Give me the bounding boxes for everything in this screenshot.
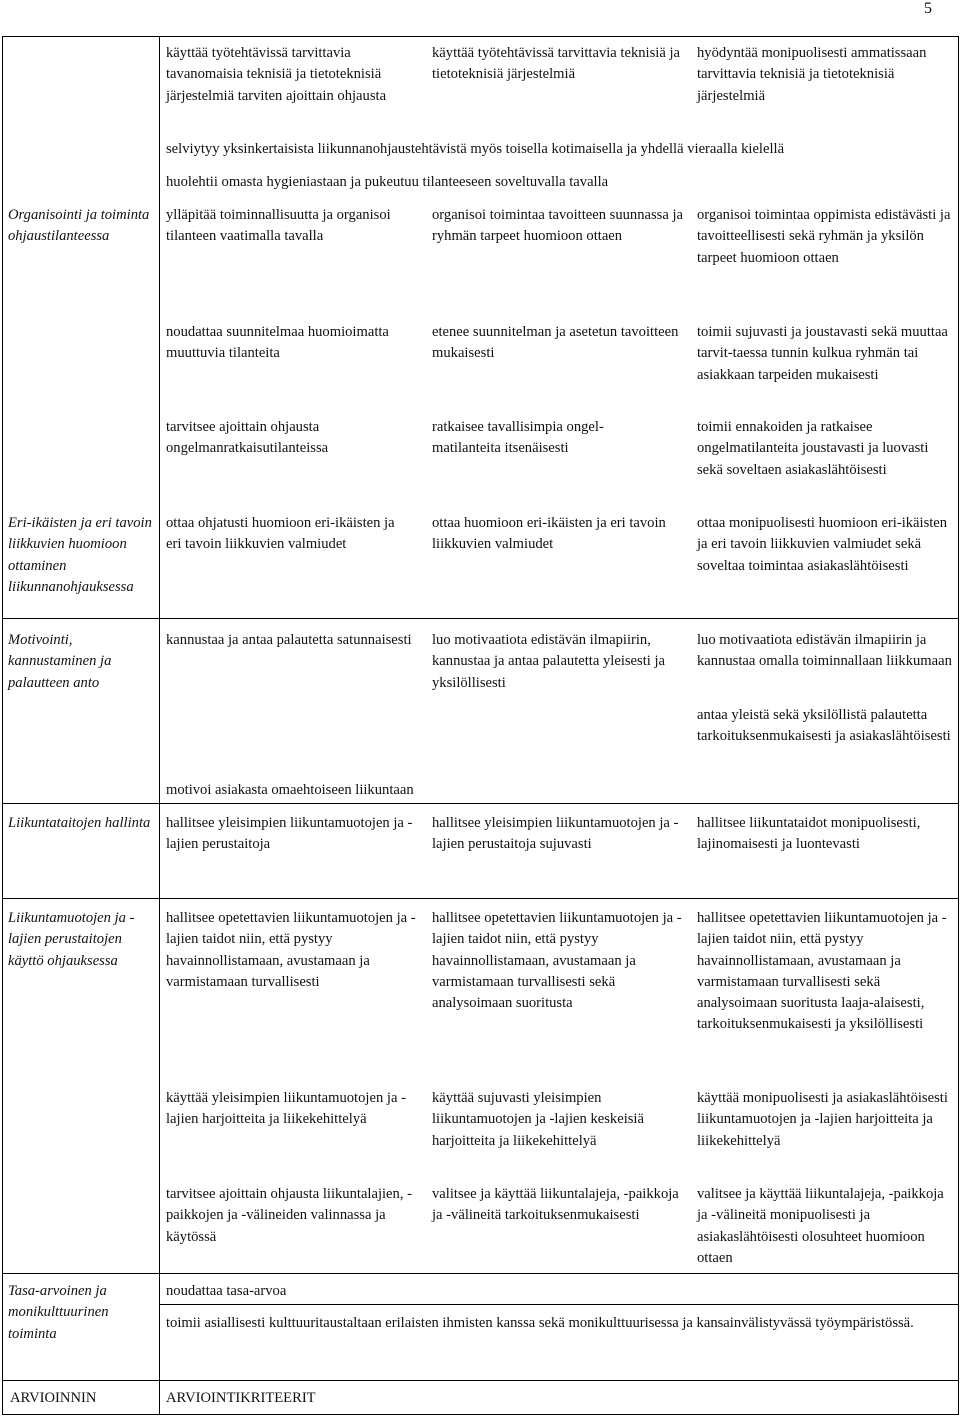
criteria-cell: kannustaa ja antaa palautetta satunnaisesti: [166, 632, 412, 648]
criteria-cell: antaa yleistä sekä yksilöllistä palautetta tarkoituksenmukaisesti ja asiakaslähtöisesti: [697, 707, 951, 745]
criteria-cell: etenee suunnitelman ja asetetun tavoitteen mukaisesti: [432, 324, 679, 362]
criteria-cell: noudattaa suunnitelmaa huomioimatta muuttuvia tilanteita: [166, 324, 389, 362]
criteria-cell: ottaa ohjatusti huomioon eri-ikäisten ja eri tavoin liikkuvien valmiudet: [166, 515, 395, 553]
criteria-cell: organisoi toimintaa oppimista edistävästi ja tavoitteellisesti sekä ryhmän ja yksilön tarpeet huomioon ottaen: [697, 207, 951, 266]
criteria-cell: valitsee ja käyttää liikuntalajeja, -paikkoja ja -välineitä monipuolisesti ja asiakaslähtöisesti olosuhteet huomioon ottaen: [697, 1186, 944, 1266]
page-number: 5: [924, 0, 932, 17]
intro-col1: käyttää työtehtävissä tarvittavia tavanomaisia teknisiä ja tietoteknisiä järjestelmiä tarviten ajoittain ohjausta: [166, 45, 387, 104]
footer-top-border: [2, 1380, 959, 1381]
criteria-cell: organisoi toimintaa tavoitteen suunnassa ja ryhmän tarpeet huomioon ottaen: [432, 207, 684, 245]
criteria-cell: hallitsee opetettavien liikuntamuotojen ja -lajien taidot niin, että pystyy havainnollistamaan, avustamaan ja varmistamaan turvallisesti sekä analysoimaan suoritusta laaja-alaisesti, tarkoituksenmukaisesti ja yksilöllisesti: [697, 910, 947, 1033]
criteria-cell: tarvitsee ajoittain ohjausta ongelmanratkaisutilanteissa: [166, 419, 329, 457]
intro-col3: hyödyntää monipuolisesti ammatissaan tarvittavia teknisiä ja tietoteknisiä järjestelmiä: [697, 45, 927, 104]
section-title-taidot: Liikuntataitojen hallinta: [8, 815, 151, 831]
criteria-cell: hallitsee liikuntataidot monipuolisesti, lajinomaisesti ja luontevasti: [697, 815, 921, 853]
criteria-cell: valitsee ja käyttää liikuntalajeja, -paikkoja ja -välineitä tarkoituksenmukaisesti: [432, 1186, 679, 1224]
criteria-cell: hallitsee opetettavien liikuntamuotojen ja -lajien taidot niin, että pystyy havainnollistamaan, avustamaan ja varmistamaan turvallisesti sekä analysoimaan suoritusta: [432, 910, 682, 1012]
full-width-hygiene: huolehtii omasta hygieniastaan ja pukeutuu tilanteeseen soveltuvalla tavalla: [166, 174, 609, 190]
criteria-cell: ratkaisee tavallisimpia ongel-matilanteita itsenäisesti: [432, 419, 604, 457]
criteria-cell: toimii sujuvasti ja joustavasti sekä muuttaa tarvit-taessa tunnin kulkua ryhmän tai asiakkaan tarpeiden mukaisesti: [697, 324, 948, 383]
criteria-full-row: noudattaa tasa-arvoa: [166, 1283, 287, 1299]
section-title-organisointi: Organisointi ja toiminta ohjaustilanteessa: [8, 207, 150, 245]
criteria-cell: käyttää monipuolisesti ja asiakaslähtöisesti liikuntamuotojen ja -lajien harjoitteita ja liikekehittelyä: [697, 1090, 948, 1149]
table-right-border: [958, 36, 959, 1415]
criteria-cell: käyttää sujuvasti yleisimpien liikuntamuotojen ja -lajien keskeisiä harjoitteita ja liikekehittelyä: [432, 1090, 644, 1149]
footer-left: ARVIOINNIN: [10, 1390, 97, 1406]
criteria-cell: hallitsee opetettavien liikuntamuotojen ja -lajien taidot niin, että pystyy havainnollistamaan, avustamaan ja varmistamaan turvallisesti: [166, 910, 416, 990]
footer-right: ARVIOINTIKRITEERIT: [166, 1390, 316, 1406]
intro-col2: käyttää työtehtävissä tarvittavia teknisiä ja tietoteknisiä järjestelmiä: [432, 45, 681, 83]
section-divider: [2, 898, 959, 899]
criteria-cell: luo motivaatiota edistävän ilmapiirin ja kannustaa omalla toiminnallaan liikkumaan: [697, 632, 952, 670]
criteria-cell: ottaa huomioon eri-ikäisten ja eri tavoin liikkuvien valmiudet: [432, 515, 666, 553]
row-divider: [160, 1304, 959, 1305]
criteria-cell: käyttää yleisimpien liikuntamuotojen ja -lajien harjoitteita ja liikekehittelyä: [166, 1090, 406, 1128]
table-bottom-border: [2, 1414, 959, 1415]
full-width-language: selviytyy yksinkertaisista liikunnanohjaustehtävistä myös toisella kotimaisella ja yhdellä vieraalla kielellä: [166, 141, 785, 157]
section-divider: [2, 803, 959, 804]
column-divider: [159, 36, 160, 1415]
section-title-eri-ikaisten: Eri-ikäisten ja eri tavoin liikkuvien huomioon ottaminen liikunnanohjauksessa: [8, 515, 152, 595]
table-left-border: [2, 36, 3, 1415]
criteria-cell: tarvitsee ajoittain ohjausta liikuntalajien, -paikkojen ja -välineiden valinnassa ja käytössä: [166, 1186, 412, 1245]
criteria-cell: toimii ennakoiden ja ratkaisee ongelmatilanteita joustavasti ja luovasti sekä soveltaen asiakaslähtöisesti: [697, 419, 929, 478]
criteria-cell: hallitsee yleisimpien liikuntamuotojen ja -lajien perustaitoja sujuvasti: [432, 815, 679, 853]
section-title-motivointi: Motivointi, kannustaminen ja palautteen anto: [8, 632, 112, 691]
section-title-tasa-arvo: Tasa-arvoinen ja monikulttuurinen toiminta: [8, 1283, 109, 1342]
criteria-cell: ylläpitää toiminnallisuutta ja organisoi tilanteen vaatimalla tavalla: [166, 207, 391, 245]
criteria-cell: ottaa monipuolisesti huomioon eri-ikäisten ja eri tavoin liikkuvien valmiudet sekä soveltaa toimintaa asiakaslähtöisesti: [697, 515, 948, 574]
section-title-kaytto: Liikuntamuotojen ja -lajien perustaitojen käyttö ohjauksessa: [8, 910, 135, 969]
criteria-full-row: motivoi asiakasta omaehtoiseen liikuntaan: [166, 782, 414, 798]
criteria-cell: hallitsee yleisimpien liikuntamuotojen ja -lajien perustaitoja: [166, 815, 413, 853]
criteria-full-row: toimii asiallisesti kulttuuritaustaltaan erilaisten ihmisten kanssa sekä monikulttuurisessa ja kansainvälistyvässä työympäristössä.: [166, 1315, 914, 1331]
section-divider: [2, 618, 959, 619]
section-divider: [2, 1273, 959, 1274]
criteria-cell: luo motivaatiota edistävän ilmapiirin, kannustaa ja antaa palautetta yleisesti ja yksilöllisesti: [432, 632, 665, 691]
table-top-border: [2, 36, 959, 37]
